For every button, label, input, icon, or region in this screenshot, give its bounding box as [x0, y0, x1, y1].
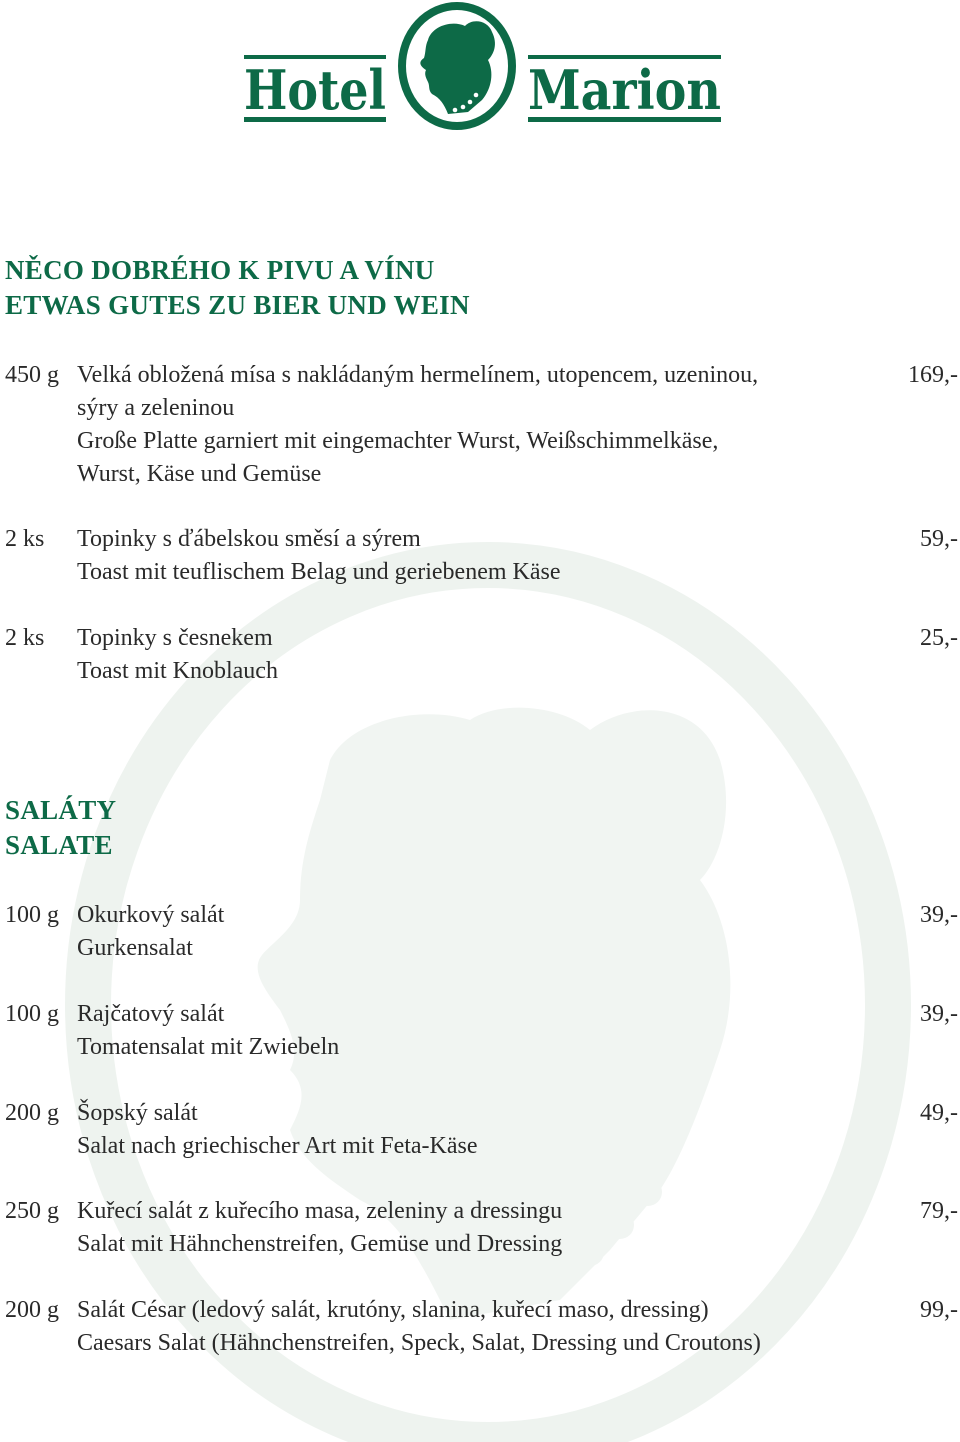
item-quantity: 250 g — [5, 1198, 59, 1224]
item-line: Topinky s česnekem — [77, 625, 273, 651]
item-line: Topinky s ďábelskou směsí a sýrem — [77, 526, 421, 552]
item-quantity: 2 ks — [5, 526, 45, 552]
item-line: Wurst, Käse und Gemüse — [77, 461, 322, 487]
item-description — [77, 1195, 897, 1261]
item-line: Gurkensalat — [77, 935, 193, 961]
item-price: 169,- — [908, 362, 958, 388]
item-quantity: 100 g — [5, 902, 59, 928]
item-price: 39,- — [920, 1001, 958, 1027]
item-line: Caesars Salat (Hähnchenstreifen, Speck, Salat, Dressing und Croutons) — [77, 1330, 761, 1356]
section-title-snacks — [5, 253, 470, 323]
item-description — [77, 1294, 897, 1360]
section-title-cz: SALÁTY — [5, 795, 117, 825]
item-description — [77, 998, 897, 1064]
item-line: Kuřecí salát z kuřecího masa, zeleniny a dressingu — [77, 1198, 563, 1224]
item-quantity: 2 ks — [5, 625, 45, 651]
item-line: sýry a zeleninou — [77, 395, 235, 421]
item-description — [77, 899, 897, 965]
item-line: Tomatensalat mit Zwiebeln — [77, 1034, 340, 1060]
section-title-salads — [5, 793, 116, 863]
item-line: Salat mit Hähnchenstreifen, Gemüse und Dressing — [77, 1231, 563, 1257]
item-price: 39,- — [920, 902, 958, 928]
section-title-de: SALATE — [5, 830, 113, 860]
section-title-cz: NĚCO DOBRÉHO K PIVU A VÍNU — [5, 255, 435, 285]
item-quantity: 450 g — [5, 362, 59, 388]
item-line: Toast mit Knoblauch — [77, 658, 278, 684]
item-quantity: 100 g — [5, 1001, 59, 1027]
section-title-de: ETWAS GUTES ZU BIER UND WEIN — [5, 290, 470, 320]
item-price: 49,- — [920, 1100, 958, 1126]
item-line: Salát César (ledový salát, krutóny, slanina, kuřecí maso, dressing) — [77, 1297, 709, 1323]
item-description — [77, 359, 897, 491]
item-description — [77, 622, 897, 688]
item-line: Okurkový salát — [77, 902, 225, 928]
item-line: Toast mit teuflischem Belag und geriebenem Käse — [77, 559, 561, 585]
item-price: 25,- — [920, 625, 958, 651]
item-price: 59,- — [920, 526, 958, 552]
item-quantity: 200 g — [5, 1297, 59, 1323]
item-price: 99,- — [920, 1297, 958, 1323]
logo-word-marion: Marion — [528, 58, 721, 122]
item-description — [77, 523, 897, 589]
item-line: Große Platte garniert mit eingemachter Wurst, Weißschimmelkäse, — [77, 428, 719, 454]
item-line: Velká obložená mísa s nakládaným hermelínem, utopencem, uzeninou, — [77, 362, 759, 388]
item-description — [77, 1097, 897, 1163]
item-price: 79,- — [920, 1198, 958, 1224]
logo-word-hotel: Hotel — [244, 58, 386, 122]
item-line: Rajčatový salát — [77, 1001, 225, 1027]
item-line: Šopský salát — [77, 1100, 198, 1126]
item-quantity: 200 g — [5, 1100, 59, 1126]
item-line: Salat nach griechischer Art mit Feta-Käse — [77, 1133, 478, 1159]
